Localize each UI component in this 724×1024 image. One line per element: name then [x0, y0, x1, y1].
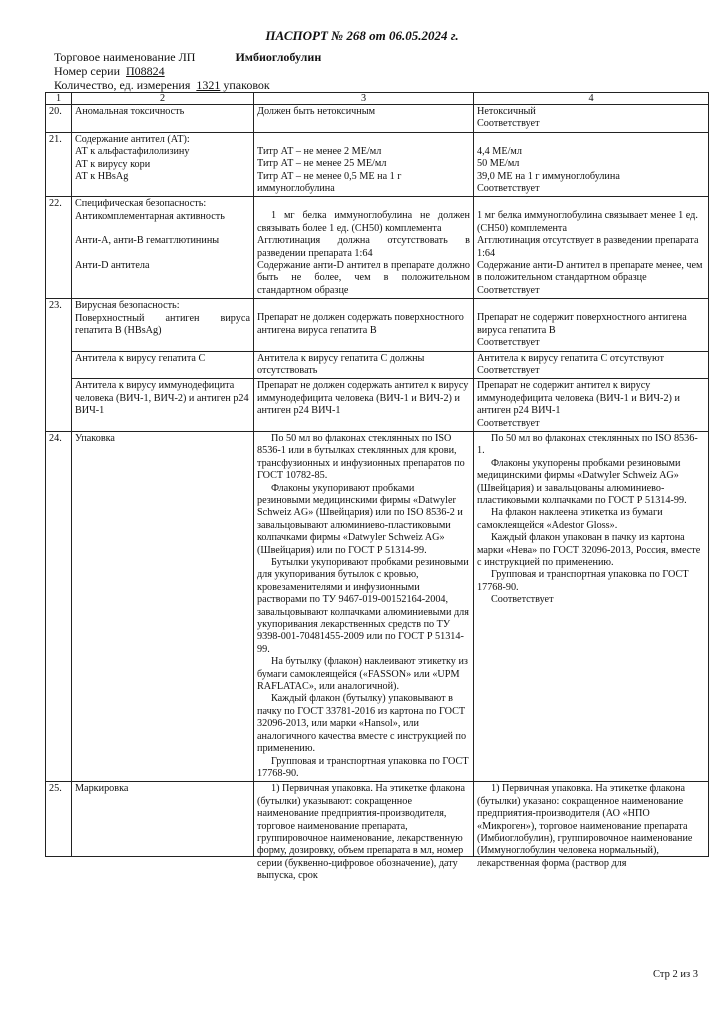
indicator-name: Антитела к вирусу иммунодефицита человека (ВИЧ-1, ВИЧ-2) и антиген р24 ВИЧ-1	[75, 380, 249, 417]
trade-name-line	[54, 50, 321, 64]
norm-text: Должен быть нетоксичным	[257, 106, 376, 117]
indicator-name: АТ к HBsAg	[75, 171, 129, 183]
result-text: Агглютинация отсутствует в разведении препарата 1:64	[477, 235, 699, 259]
series-label: Номер серии	[54, 64, 120, 78]
indicator-name: Аномальная токсичность	[75, 106, 185, 117]
result-verdict: Соответствует	[477, 183, 540, 195]
result-paragraph: На флакон наклеена этикетка из бумаги самоклеящейся «Adestor Gloss».	[477, 507, 663, 531]
norm-text: 1 мг белка иммуноглобулина не должен связывать более 1 ед. (CH50) комплемента	[257, 210, 470, 234]
result-verdict: Соответствует	[477, 364, 540, 376]
row-number: 21.	[46, 132, 72, 197]
row-number: 23.	[46, 299, 72, 432]
result-text: 39,0 МЕ на 1 г иммуноглобулина	[477, 170, 620, 182]
indicator-name: Анти-А, анти-В гемагглютинины	[75, 235, 220, 247]
result-verdict: Соответствует	[477, 118, 540, 130]
indicator-name: Антикомплементарная активность	[75, 210, 225, 222]
row-number: 24.	[46, 431, 72, 781]
norm-text: Титр АТ – не менее 0,5 МЕ на 1 г	[257, 170, 402, 182]
norm-paragraph: 1) Первичная упаковка. На этикетке флакона (бутылки) указывают: сокращенное наименование предприятия-производителя, торговое наименование препарата, группировочное наименование, лекарственную форму, дозировку, объем препарата в мл, номер серии (буквенно-цифровое обозначение), дату выпуска, срок	[257, 783, 465, 882]
series-value: П08824	[126, 64, 165, 78]
result-verdict: Соответствует	[477, 284, 540, 296]
indicator-name: АТ к вирусу кори	[75, 158, 151, 170]
quantity-label: Количество, ед. измерения	[54, 78, 191, 92]
quantity-line	[54, 78, 270, 92]
column-number-row	[46, 93, 709, 105]
norm-paragraph: Каждый флакон (бутылку) упаковывают в пачку по ГОСТ 33781-2016 из картона по ГОСТ 32096-2013, или марки «Hansol», или аналогичного качества вместе с инструкцией по применению.	[257, 693, 467, 755]
row-number: 20.	[46, 105, 72, 133]
norm-text: иммуноглобулина	[257, 183, 335, 195]
norm-text: Препарат не должен содержать антител к вирусу иммунодефицита человека (ВИЧ-1 и ВИЧ-2) и антиген р24 ВИЧ-1	[257, 380, 469, 417]
indicator-name: Вирусная безопасность:	[75, 300, 180, 312]
indicator-name: Антитела к вирусу гепатита С	[75, 352, 206, 364]
table-row-23a	[46, 299, 709, 351]
col-number-1: 1	[46, 93, 72, 105]
indicator-name: Содержание антител (АТ):	[75, 133, 190, 145]
result-paragraph: Каждый флакон упакован в пачку из картона марки «Нева» по ГОСТ 32096-2013, Россия, вместе с инструкцией по применению.	[477, 532, 701, 568]
col-number-3: 3	[254, 93, 474, 105]
norm-paragraph: По 50 мл во флаконах стеклянных по ISO 8536-1 или в бутылках стеклянных для крови, трансфузионных и инфузионных препаратов по ГОСТ 10782-85.	[257, 432, 465, 482]
result-text: Содержание анти-D антител в препарате менее, чем в положительном стандартном образце	[477, 260, 703, 284]
table-row-23b	[46, 351, 709, 379]
result-paragraph: По 50 мл во флаконах стеклянных по ISO 8536-1.	[477, 432, 698, 457]
table-row-24	[46, 431, 709, 781]
result-text: 50 МЕ/мл	[477, 158, 520, 170]
table-row-21	[46, 132, 709, 197]
result-paragraph: Групповая и транспортная упаковка по ГОСТ 17768-90.	[477, 569, 689, 593]
norm-paragraph: Бутылки укупоривают пробками резиновыми для укупоривания бутылок с кровью, кровезаменителями и инфузионными растворами по ТУ 9467-019-00152164-2004, завальцовывают колпачками алюминиевыми для укупоривания лекарственных средств по ТУ 9398-001-70481455-2009 или по ГОСТ Р 51314-99.	[257, 557, 469, 655]
table-row-20	[46, 105, 709, 133]
result-text: 4,4 МЕ/мл	[477, 145, 522, 157]
result-text: Препарат не содержит антител к вирусу иммунодефицита человека (ВИЧ-1 и ВИЧ-2) и антиген р24 ВИЧ-1	[477, 380, 680, 417]
row-number: 22.	[46, 197, 72, 299]
indicator-name: Анти-D антитела	[75, 259, 150, 271]
result-text: Антитела к вирусу гепатита С отсутствуют	[477, 352, 664, 364]
table-row-23c	[46, 379, 709, 432]
page-number: Стр 2 из 3	[653, 969, 698, 980]
result-verdict: Соответствует	[477, 337, 540, 349]
trade-name-value: Имбиоглобулин	[235, 50, 322, 64]
col-number-4: 4	[474, 93, 709, 105]
row-number: 25.	[46, 782, 72, 857]
result-verdict: Соответствует	[491, 594, 554, 606]
passport-table	[45, 92, 709, 882]
norm-paragraph: Флаконы укупоривают пробками резиновыми медицинскими фирмы «Datwyler Schweiz AG» (Швейцария) или по ISO 8536-2 и завальцовывают алюминиево-пластиковыми колпачками фирмы «Datwyler Schweiz AG» (Швейцария) или по ГОСТ Р 51314-99.	[257, 482, 463, 556]
table-row-25	[46, 782, 709, 857]
col-number-2: 2	[72, 93, 254, 105]
norm-text: Содержание анти-D антител в препарате должно быть не более, чем в положительном стандартном образце	[257, 260, 470, 296]
indicator-name: Специфическая безопасность:	[75, 198, 207, 210]
norm-text: Титр АТ – не менее 2 МЕ/мл	[257, 145, 382, 157]
result-text: Нетоксичный	[477, 106, 536, 117]
indicator-name: Маркировка	[75, 783, 129, 795]
norm-text: Титр АТ – не менее 25 МЕ/мл	[257, 158, 387, 170]
table-row-22	[46, 197, 709, 299]
indicator-name: АТ к альфастафилолизину	[75, 146, 190, 158]
quantity-unit: упаковок	[223, 78, 270, 92]
result-verdict: Соответствует	[477, 417, 540, 429]
result-paragraph: Флаконы укупорены пробками резиновыми медицинскими фирмы «Datwyler Schweiz AG» (Швейцария) и завальцованы алюминиево-пластиковыми колпачками по ГОСТ Р 51314-99.	[477, 457, 687, 506]
norm-paragraph: Групповая и транспортная упаковка по ГОСТ 17768-90.	[257, 755, 469, 779]
norm-text: Антитела к вирусу гепатита С должны отсутствовать	[257, 352, 425, 376]
indicator-name: Упаковка	[75, 432, 115, 444]
norm-text: Препарат не должен содержать поверхностного антигена вируса гепатита В	[257, 312, 464, 336]
norm-paragraph: На бутылку (флакон) наклеивают этикетку из бумаги самоклеящейся («FASSON» или «UPM RAFLATAC», или аналогичной).	[257, 656, 468, 693]
result-text: 1 мг белка иммуноглобулина связывает менее 1 ед. (CH50) комплемента	[477, 210, 698, 234]
series-line	[54, 64, 165, 78]
norm-text: Агглютинация должна отсутствовать в разведении препарата 1:64	[257, 235, 470, 259]
quantity-value: 1321	[196, 78, 221, 92]
result-text: Препарат не содержит поверхностного антигена вируса гепатита В	[477, 312, 687, 336]
result-paragraph: 1) Первичная упаковка. На этикетке флакона (бутылки) указано: сокращенное наименование предприятия-производителя (АО «НПО «Микроген»), торговое наименование препарата (Имбиоглобулин), группировочное наименование (Иммуноглобулин человека нормальный), лекарственная форма (раствор для	[477, 783, 693, 869]
passport-title: ПАСПОРТ № 268 от 06.05.2024 г.	[265, 28, 459, 43]
indicator-name: Поверхностный антиген вируса гепатита В (HBsAg)	[75, 312, 250, 337]
trade-name-label: Торговое наименование ЛП	[54, 50, 196, 64]
